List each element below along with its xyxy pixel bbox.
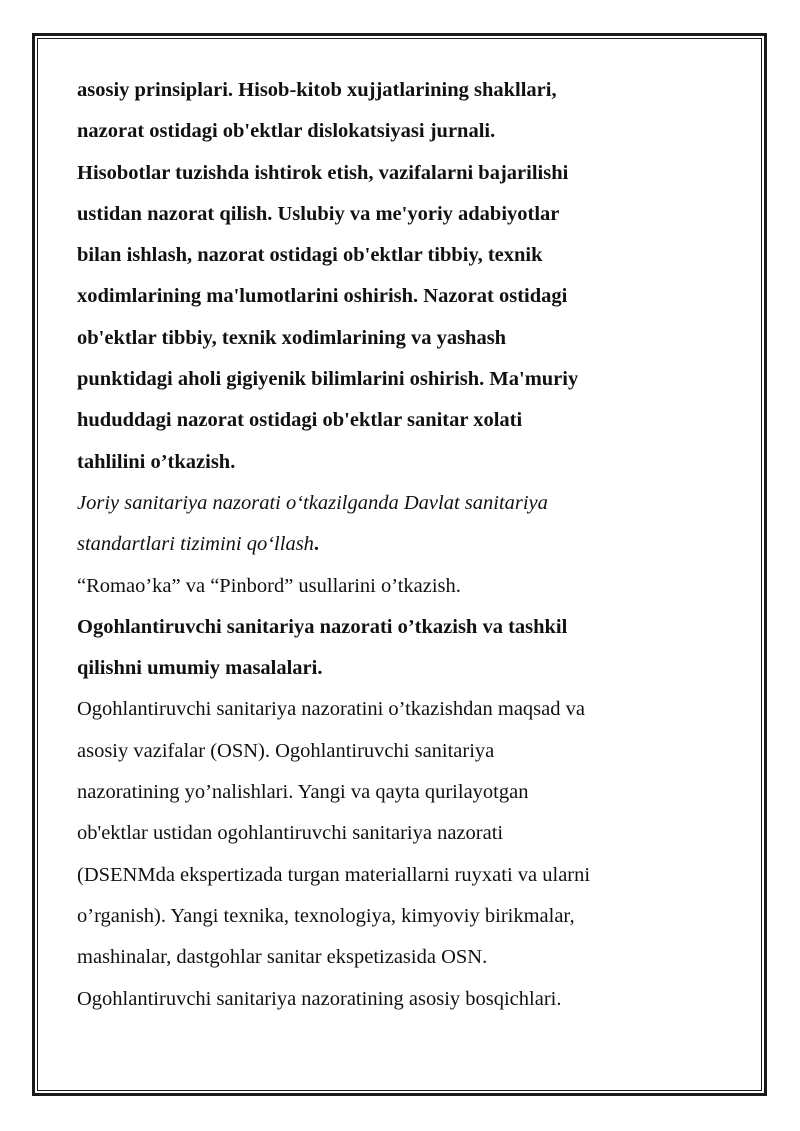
text-line: Joriy sanitariya nazorati o‘tkazilganda Davlat sanitariya: [77, 491, 548, 514]
section-heading: [77, 607, 717, 690]
text-line: Hisobotlar tuzishda ishtirok etish, vazifalarni bajarilishi: [77, 161, 569, 184]
text-line: Ogohlantiruvchi sanitariya nazorati o’tkazish va tashkil: [77, 615, 568, 638]
methods-paragraph: [77, 566, 717, 607]
document-body: [77, 70, 717, 1020]
text-line: qilishni umumiy masalalari.: [77, 657, 323, 680]
text-line: asosiy prinsiplari. Hisob-kitob xujjatlarining shakllari,: [77, 79, 557, 101]
text-line: Ogohlantiruvchi sanitariya nazoratini o’tkazishdan maqsad va: [77, 698, 585, 721]
italic-paragraph: [77, 483, 717, 566]
text-line: “Romao’ka” va “Pinbord” usullarini o’tkazish.: [77, 574, 461, 597]
trailing-period: .: [313, 533, 320, 556]
bold-paragraph-1: [77, 70, 717, 483]
text-line: asosiy vazifalar (OSN). Ogohlantiruvchi sanitariya: [77, 739, 495, 762]
text-line: Ogohlantiruvchi sanitariya nazoratining asosiy bosqichlari.: [77, 987, 562, 1010]
text-line: mashinalar, dastgohlar sanitar ekspetizasida OSN.: [77, 946, 488, 969]
text-line: ustidan nazorat qilish. Uslubiy va me'yoriy adabiyotlar: [77, 202, 560, 225]
text-line: o’rganish). Yangi texnika, texnologiya, kimyoviy birikmalar,: [77, 904, 575, 927]
text-line: punktidagi aholi gigiyenik bilimlarini oshirish. Ma'muriy: [77, 368, 579, 391]
text-line: bilan ishlash, nazorat ostidagi ob'ektlar tibbiy, texnik: [77, 244, 543, 267]
text-line: xodimlarining ma'lumotlarini oshirish. Nazorat ostidagi: [77, 285, 568, 308]
text-line: nazoratining yo’nalishlari. Yangi va qayta qurilayotgan: [77, 781, 529, 804]
italic-line-text: standartlari tizimini qo‘llash: [77, 533, 314, 556]
body-paragraph: [77, 689, 717, 1019]
text-line: ob'ektlar tibbiy, texnik xodimlarining va yashash: [77, 326, 507, 349]
text-line: ob'ektlar ustidan ogohlantiruvchi sanitariya nazorati: [77, 822, 504, 845]
text-line: hududdagi nazorat ostidagi ob'ektlar sanitar xolati: [77, 409, 523, 432]
text-line: nazorat ostidagi ob'ektlar dislokatsiyasi jurnali.: [77, 120, 496, 143]
text-line: [77, 524, 717, 565]
text-line: (DSENMda ekspertizada turgan materiallarni ruyxati va ularni: [77, 863, 591, 886]
text-line: tahlilini o’tkazish.: [77, 450, 236, 473]
